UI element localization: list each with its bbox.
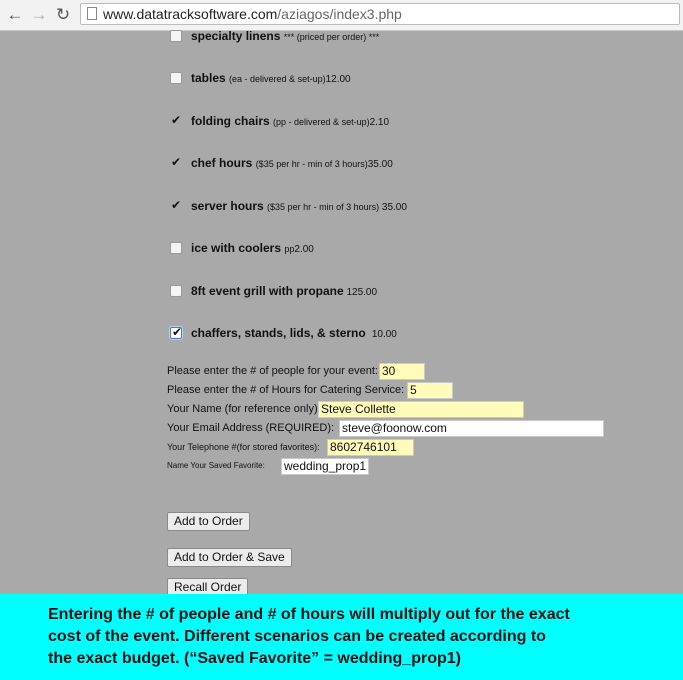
address-bar[interactable] xyxy=(80,3,680,25)
caption-banner xyxy=(0,594,683,680)
option-desc: *** (priced per order) *** xyxy=(283,32,380,42)
option-desc: (pp - delivered & set-up) xyxy=(273,117,370,127)
option-label: 8ft event grill with propane xyxy=(191,284,344,298)
page-icon xyxy=(87,7,97,20)
recall-order-button[interactable]: Recall Order xyxy=(167,578,248,597)
option-label: specialty linens xyxy=(191,29,281,43)
favorite-label: Name Your Saved Favorite: xyxy=(167,461,265,470)
option-label: chaffers, stands, lids, & sterno xyxy=(191,326,366,340)
tables-checkbox[interactable] xyxy=(170,72,182,84)
hours-input[interactable]: 5 xyxy=(407,382,453,399)
option-price: 2.00 xyxy=(294,244,314,255)
option-desc: (ea - delivered & set-up) xyxy=(229,74,326,84)
option-label: folding chairs xyxy=(191,114,270,128)
add-to-order-save-button[interactable]: Add to Order & Save xyxy=(167,548,292,567)
option-price: 2.10 xyxy=(369,117,390,128)
email-label: Your Email Address (REQUIRED): xyxy=(167,422,335,434)
back-arrow-icon[interactable]: ← xyxy=(6,5,24,24)
chaffers-checkbox[interactable] xyxy=(170,327,182,339)
server-hours-checkbox[interactable] xyxy=(170,200,182,212)
email-input[interactable]: steve@foonow.com xyxy=(339,420,604,437)
option-label: tables xyxy=(191,71,226,85)
folding-chairs-checkbox[interactable] xyxy=(170,115,182,127)
name-input[interactable]: Steve Collette xyxy=(318,401,524,418)
option-desc: ($35 per hr - min of 3 hours) xyxy=(255,159,368,169)
people-label: Please enter the # of people for your event: xyxy=(167,365,378,377)
option-price: 35.00 xyxy=(367,159,393,170)
browser-toolbar xyxy=(0,0,683,31)
favorite-input[interactable]: wedding_prop1 xyxy=(281,458,369,475)
people-input[interactable]: 30 xyxy=(379,363,425,380)
caption-line-2: cost of the event. Different scenarios can be created according to xyxy=(48,628,546,645)
chef-hours-checkbox[interactable] xyxy=(170,157,182,169)
caption-line-1: Entering the # of people and # of hours will multiply out for the exact xyxy=(48,606,570,623)
option-label: ice with coolers xyxy=(191,241,282,255)
specialty-linens-checkbox[interactable] xyxy=(170,30,182,42)
caption-line-3: the exact budget. (“Saved Favorite” = wedding_prop1) xyxy=(48,650,461,667)
url-path: /aziagos/index3.php xyxy=(277,6,402,22)
option-price: 12.00 xyxy=(325,74,351,85)
name-label: Your Name (for reference only) xyxy=(167,403,318,415)
option-desc: ($35 per hr - min of 3 hours) xyxy=(267,202,380,212)
option-price: 35.00 xyxy=(379,202,407,213)
phone-label: Your Telephone #(for stored favorites): xyxy=(167,442,320,452)
ice-with-coolers-checkbox[interactable] xyxy=(170,242,182,254)
phone-input[interactable]: 8602746101 xyxy=(327,439,414,456)
option-desc: pp xyxy=(284,244,295,254)
hours-label: Please enter the # of Hours for Catering Service: xyxy=(167,384,405,396)
option-price: 10.00 xyxy=(369,329,397,340)
option-label: chef hours xyxy=(191,156,253,170)
url-host: www.datatracksoftware.com xyxy=(103,6,278,22)
event-grill-checkbox[interactable] xyxy=(170,285,182,297)
reload-icon[interactable]: ↻ xyxy=(55,5,71,24)
forward-arrow-icon[interactable]: → xyxy=(30,5,48,24)
add-to-order-button[interactable]: Add to Order xyxy=(167,512,250,531)
option-label: server hours xyxy=(191,199,264,213)
option-price: 125.00 xyxy=(343,287,378,298)
